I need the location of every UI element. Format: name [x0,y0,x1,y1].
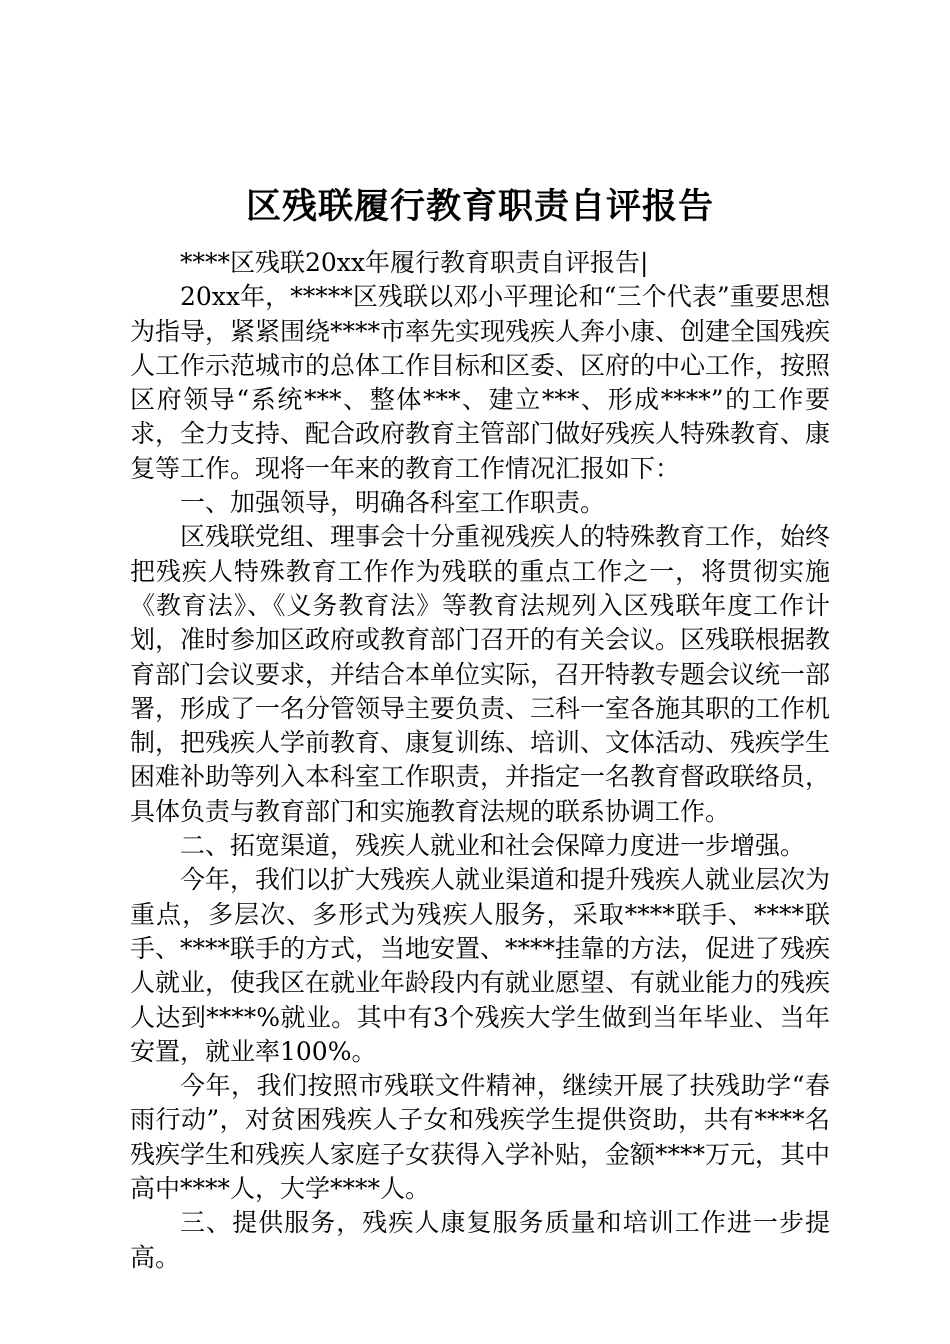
paragraph-section-2a: 今年，我们以扩大残疾人就业渠道和提升残疾人就业层次为重点，多层次、多形式为残疾人服务，采取****联手、****联手、****联手的方式，当地安置、****挂靠的方法，促进了残疾人就业，使我区在就业年龄段内有就业愿望、有就业能力的残疾人达到****%就业。其中有3个残疾大学生做到当年毕业、当年安置，就业率100%。 [130,865,831,1066]
document-page [130,180,830,1275]
paragraph-intro: 20xx年，*****区残联以邓小平理论和“三个代表”重要思想为指导，紧紧围绕****市率先实现残疾人奔小康、创建全国残疾人工作示范城市的总体工作目标和区委、区府的中心工作，按照区府领导“系统***、整体***、建立***、形成****”的工作要求，全力支持、配合政府教育主管部门做好残疾人特殊教育、康复等工作。现将一年来的教育工作情况汇报如下： [130,282,831,483]
section-heading-2: 二、拓宽渠道，残疾人就业和社会保障力度进一步增强。 [180,831,806,861]
paragraph-section-2b: 今年，我们按照市残联文件精神，继续开展了扶残助学“春雨行动”，对贫困残疾人子女和残疾学生提供资助，共有****名残疾学生和残疾人家庭子女获得入学补贴，金额****万元，其中高中****人，大学****人。 [130,1071,831,1204]
paragraph-section-1: 区残联党组、理事会十分重视残疾人的特殊教育工作，始终把残疾人特殊教育工作作为残联的重点工作之一，将贯彻实施《教育法》、《义务教育法》等教育法规列入区残联年度工作计划，准时参加区政府或教育部门召开的有关会议。区残联根据教育部门会议要求，并结合本单位实际，召开特教专题会议统一部署，形成了一名分管领导主要负责、三科一室各施其职的工作机制，把残疾人学前教育、康复训练、培训、文体活动、残疾学生困难补助等列入本科室工作职责，并指定一名教育督政联络员，具体负责与教育部门和实施教育法规的联系协调工作。 [130,522,831,826]
paragraph-subtitle: ****区残联20xx年履行教育职责自评报告| [180,248,649,277]
document-title: 区残联履行教育职责自评报告 [245,186,714,227]
section-heading-1: 一、加强领导，明确各科室工作职责。 [180,488,606,518]
section-heading-3: 三、提供服务，残疾人康复服务质量和培训工作进一步提高。 [130,1208,830,1272]
